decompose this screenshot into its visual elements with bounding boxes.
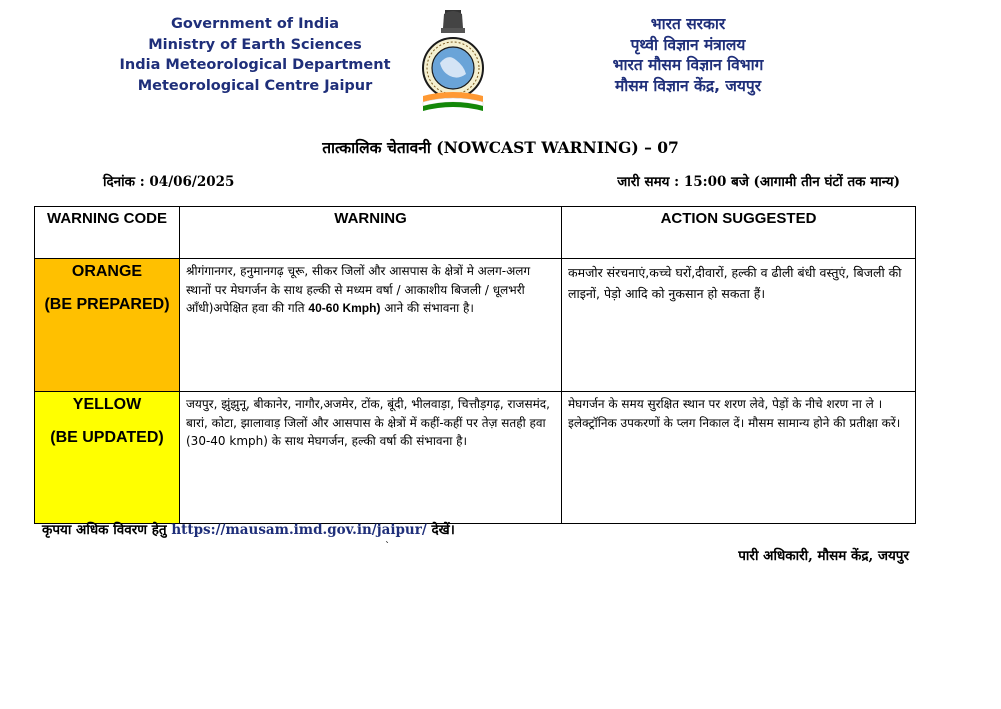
info-prefix: कृपया अधिक विवरण हेतु (42, 522, 172, 538)
action-yellow: मेघगर्जन के समय सुरक्षित स्थान पर शरण लेवे, पेड़ों के नीचे शरण ना ले । इलेक्ट्रॉनिक उपकरणों के प्लग निकाल दें। मौसम सामान्य होने की प्रतीक्षा करें। (562, 392, 916, 524)
table-row (35, 392, 916, 524)
issue-time-line: जारी समय : 15:00 बजे (आगामी तीन घंटों तक मान्य) (617, 174, 900, 190)
signature: पारी अधिकारी, मौसम केंद्र, जयपुर (738, 548, 909, 564)
header-hi-line: मौसम विज्ञान केंद्र, जयपुर (614, 76, 762, 95)
warning-text-orange (180, 259, 562, 392)
imd-emblem-icon (418, 8, 488, 112)
header-en-line: Government of India (170, 16, 340, 32)
header-warning-code: WARNING CODE (35, 207, 180, 259)
action-orange: कमजोर संरचनाएं,कच्चे घरों,दीवारों, हल्की व ढीली बंधी वस्तुएं, बिजली की लाइनों, पेड़ो आदि को नुकसान हो सकता हैं। (562, 259, 916, 392)
code-label: ORANGE (71, 263, 143, 280)
header-en-line: Meteorological Centre Jaipur (137, 77, 373, 94)
wind-speed: 40-60 Kmph) (308, 301, 381, 315)
table-row (35, 259, 916, 392)
warning-code-yellow (35, 392, 180, 524)
code-label: YELLOW (72, 396, 142, 413)
header-en-line: Ministry of Earth Sciences (148, 36, 362, 53)
header-english (110, 14, 400, 96)
warning-tail: आने की संभावना है। (380, 301, 474, 315)
date-line: दिनांक : 04/06/2025 (103, 174, 235, 190)
code-sub-label: (BE PREPARED) (44, 296, 170, 313)
info-suffix: देखें। (426, 522, 455, 538)
warning-text-yellow: जयपुर, झुंझुनू, बीकानेर, नागौर,अजमेर, टोंक, बूंदी, भीलवाड़ा, चित्तौड़गढ़, राजसमंद, बारां, कोटा, झालावाड़ जिलों और आसपास के क्षेत्रों में कहीं-कहीं पर तेज़ सतही हवा (30-40 kmph) के साथ मेघगर्जन, हल्की वर्षा की संभावना है। (180, 392, 562, 524)
header-action: ACTION SUGGESTED (562, 207, 916, 259)
stray-mark: ` (385, 541, 390, 552)
more-info-line (42, 520, 455, 538)
header-hi-line: भारत मौसम विज्ञान विभाग (612, 56, 764, 74)
header-en-line: India Meteorological Department (119, 57, 391, 73)
page-title: तात्कालिक चेतावनी (NOWCAST WARNING) – 07 (322, 138, 679, 157)
warning-text: श्रीगंगानगर, हनुमानगढ़ चूरू, सीकर जिलों और आसपास के क्षेत्रों मे अलग-अलग स्थानों पर मेघगर्जन के साथ हल्की से मध्यम वर्षा / आकाशीय बिजली / धूलभरी आँधी)अपेक्षित हवा की गति (186, 264, 531, 315)
header-hi-line: पृथ्वी विज्ञान मंत्रालय (630, 35, 746, 54)
header-warning: WARNING (180, 207, 562, 259)
header-hindi (568, 14, 808, 96)
warning-code-orange (35, 259, 180, 392)
website-link[interactable]: https://mausam.imd.gov.in/jaipur/ (171, 522, 427, 538)
warning-table (34, 206, 916, 524)
code-sub-label: (BE UPDATED) (50, 429, 164, 446)
header-hi-line: भारत सरकार (650, 15, 726, 33)
table-header-row (35, 207, 916, 259)
